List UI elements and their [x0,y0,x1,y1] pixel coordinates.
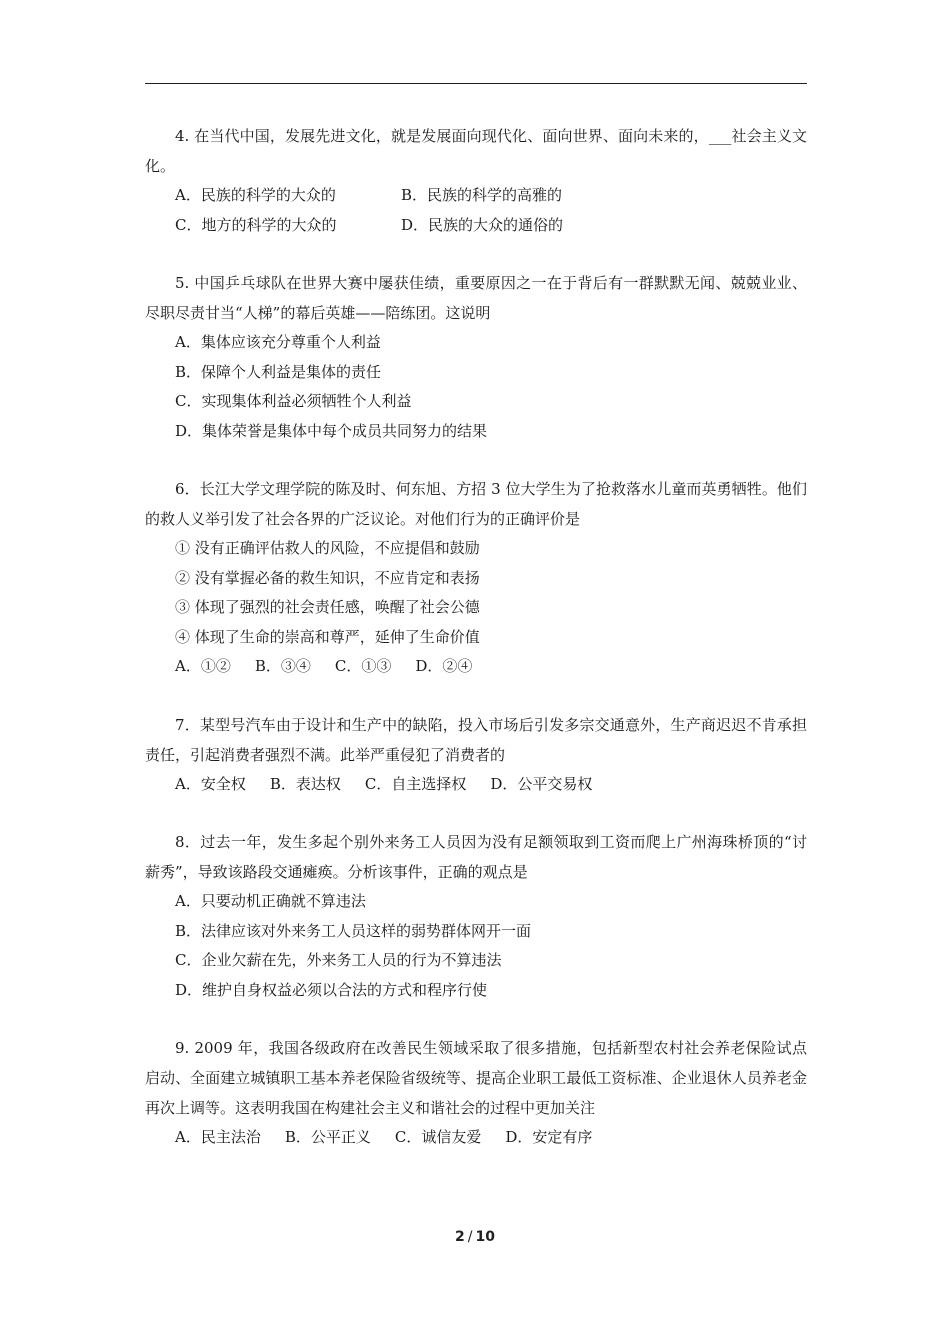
option-b: B．保障个人利益是集体的责任 [175,362,382,381]
option-b: B．民族的科学的高雅的 [401,186,563,204]
option-row [145,181,807,211]
statement-1: ① 没有正确评估救人的风险，不应提倡和鼓励 [175,539,480,557]
option-b: B．③④ [254,657,311,675]
question-7 [145,710,807,800]
option-c: C．自主选择权 [364,774,467,793]
option-a: A．只要动机正确就不算违法 [175,892,366,910]
option-a: A．民主法治 [175,1128,261,1146]
exam-content [145,121,807,1181]
option-a: A．①② [175,657,231,675]
question-8 [145,827,807,1005]
question-stem: 4. 在当代中国，发展先进文化，就是发展面向现代化、面向世界、面向未来的，___社会主义文化。 [145,127,807,175]
question-stem: 8．过去一年，发生多起个别外来务工人员因为没有足额领取到工资而爬上广州海珠桥顶的“讨薪秀”，导致该路段交通瘫痪。分析该事件，正确的观点是 [145,833,807,881]
header-rule [145,83,807,84]
question-9 [145,1033,807,1153]
page-separator: / [467,1229,473,1245]
statement-3: ③ 体现了强烈的社会责任感，唤醒了社会公德 [175,598,480,616]
question-stem: 7．某型号汽车由于设计和生产中的缺陷，投入市场后引发多宗交通意外，生产商迟迟不肯承担责任，引起消费者强烈不满。此举严重侵犯了消费者的 [145,715,807,764]
option-row [145,652,807,682]
statement-4: ④ 体现了生命的崇高和尊严，延伸了生命价值 [175,627,480,646]
option-d: D．集体荣誉是集体中每个成员共同努力的结果 [175,421,488,440]
option-row [145,211,807,241]
option-b: B．表达权 [269,774,341,793]
current-page: 2 [455,1229,465,1245]
total-pages: 10 [475,1229,495,1245]
option-d: D．维护自身权益必须以合法的方式和程序行使 [175,980,488,999]
question-stem: 6．长江大学文理学院的陈及时、何东旭、方招 3 位大学生为了抢救落水儿童而英勇牺牲。他们的救人义举引发了社会各界的广泛议论。对他们行为的正确评价是 [145,480,807,528]
option-c: C．地方的科学的大众的 [175,215,337,234]
option-d: D．民族的大众的通俗的 [401,215,564,234]
question-stem: 9. 2009 年，我国各级政府在改善民生领域采取了很多措施，包括新型农村社会养老保险试点启动、全面建立城镇职工基本养老保险省级统等、提高企业职工最低工资标准、企业退休人员养老金再次上调等。这表明我国在构建社会主义和谐社会的过程中更加关注 [145,1039,807,1117]
question-5 [145,268,807,446]
option-b: B．公平正义 [284,1128,371,1146]
option-c: C．企业欠薪在先，外来务工人员的行为不算违法 [175,951,502,969]
option-d: D．②④ [415,657,473,675]
option-a: A．安全权 [175,774,246,793]
question-4 [145,121,807,240]
option-a: A．民族的科学的大众的 [175,186,336,204]
option-c: C．①③ [334,657,392,675]
option-d: D．安定有序 [505,1128,593,1146]
question-stem: 5. 中国乒乓球队在世界大赛中屡获佳绩，重要原因之一在于背后有一群默默无闻、兢兢业业、尽职尽责甘当“人梯”的幕后英雄——陪练团。这说明 [145,274,807,322]
page-number [0,1229,950,1245]
statement-2: ② 没有掌握必备的救生知识，不应肯定和表扬 [175,568,480,587]
question-6 [145,474,807,682]
option-row [145,770,807,800]
option-c: C．实现集体利益必须牺牲个人利益 [175,392,412,410]
option-a: A．集体应该充分尊重个人利益 [175,333,381,351]
option-d: D．公平交易权 [490,774,593,793]
option-row [145,1123,807,1153]
option-b: B．法律应该对外来务工人员这样的弱势群体网开一面 [175,921,532,940]
option-c: C．诚信友爱 [394,1128,482,1146]
